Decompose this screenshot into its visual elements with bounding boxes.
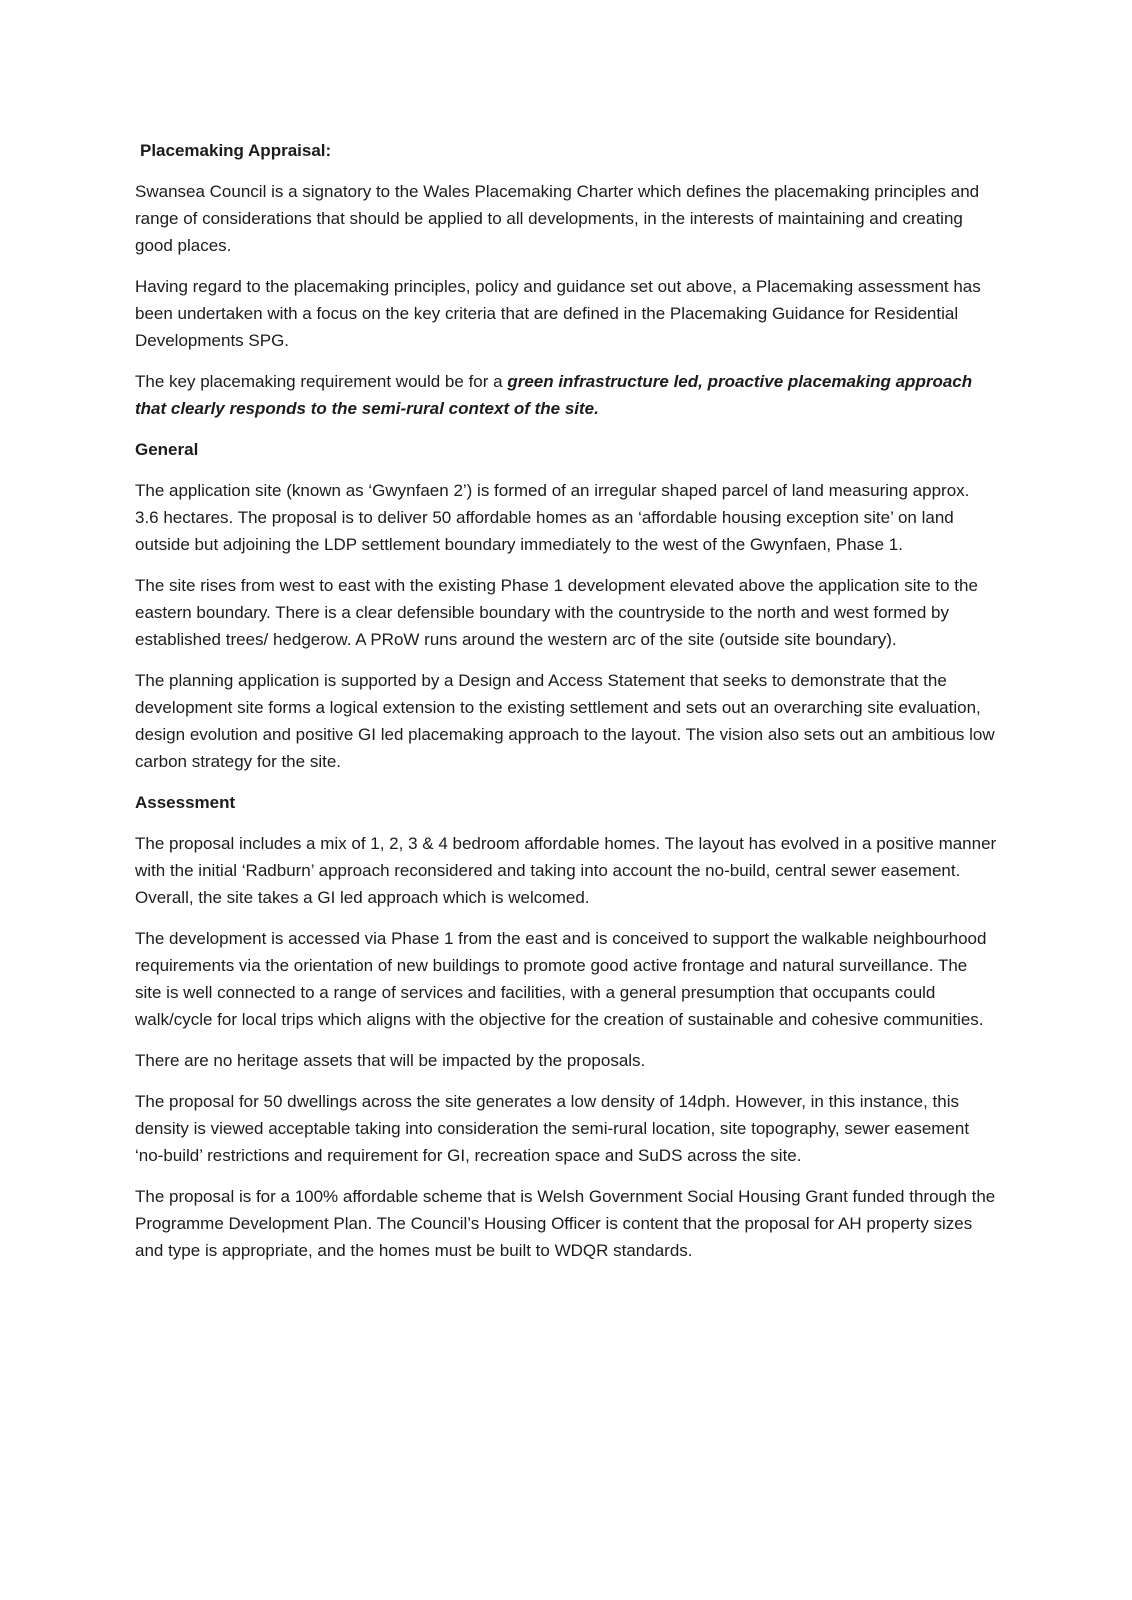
document-content	[135, 137, 997, 1264]
section-heading-assessment: Assessment	[135, 793, 236, 812]
paragraph-key-requirement-normal-run: The key placemaking requirement would be for a	[135, 372, 508, 391]
paragraph-key-requirement-emphasis-run: green infrastructure led, proactive placemaking approach that clearly responds to the semi-rural context of the site.	[135, 372, 973, 418]
paragraph-planning-application: The planning application is supported by a Design and Access Statement that seeks to demonstrate that the development site forms a logical extension to the existing settlement and sets out an overarching site evaluation, design evolution and positive GI led placemaking approach to the layout. The vision also sets out an ambitious low carbon strategy for the site.	[135, 671, 995, 771]
section-heading-general: General	[135, 440, 199, 459]
paragraph-wales-charter: Swansea Council is a signatory to the Wales Placemaking Charter which defines the placemaking principles and range of considerations that should be applied to all developments, in the interests of maintaining and creating good places.	[135, 182, 980, 255]
paragraph-proposal-mix: The proposal includes a mix of 1, 2, 3 & 4 bedroom affordable homes. The layout has evolved in a positive manner with the initial ‘Radburn’ approach reconsidered and taking into account the no-build, central sewer easement. Overall, the site takes a GI led approach which is welcomed.	[135, 834, 997, 907]
paragraph-density: The proposal for 50 dwellings across the site generates a low density of 14dph. However, in this instance, this density is viewed acceptable taking into consideration the semi-rural location, site topography, sewer easement ‘no-build’ restrictions and requirement for GI, recreation space and SuDS across the site.	[135, 1092, 970, 1165]
paragraph-site-rises: The site rises from west to east with the existing Phase 1 development elevated above the application site to the eastern boundary. There is a clear defensible boundary with the countryside to the north and west formed by established trees/ hedgerow. A PRoW runs around the western arc of the site (outside site boundary).	[135, 576, 978, 649]
paragraph-heritage-assets: There are no heritage assets that will be impacted by the proposals.	[135, 1051, 646, 1070]
paragraph-having-regard: Having regard to the placemaking principles, policy and guidance set out above, a Placemaking assessment has been undertaken with a focus on the key criteria that are defined in the Placemaking Guidance for Residential Developments SPG.	[135, 277, 981, 350]
section-heading-placemaking-appraisal: Placemaking Appraisal:	[140, 141, 332, 160]
paragraph-application-site: The application site (known as ‘Gwynfaen 2’) is formed of an irregular shaped parcel of land measuring approx. 3.6 hectares. The proposal is to deliver 50 affordable homes as an ‘affordable housing exception site’ on land outside but adjoining the LDP settlement boundary immediately to the west of the Gwynfaen, Phase 1.	[135, 481, 970, 554]
paragraph-affordable-scheme: The proposal is for a 100% affordable scheme that is Welsh Government Social Housing Grant funded through the Programme Development Plan. The Council’s Housing Officer is content that the proposal for AH property sizes and type is appropriate, and the homes must be built to WDQR standards.	[135, 1187, 996, 1260]
paragraph-key-requirement	[135, 368, 997, 422]
paragraph-development-access: The development is accessed via Phase 1 from the east and is conceived to support the walkable neighbourhood requirements via the orientation of new buildings to promote good active frontage and natural surveillance. The site is well connected to a range of services and facilities, with a general presumption that occupants could walk/cycle for local trips which aligns with the objective for the creation of sustainable and cohesive communities.	[135, 929, 987, 1029]
